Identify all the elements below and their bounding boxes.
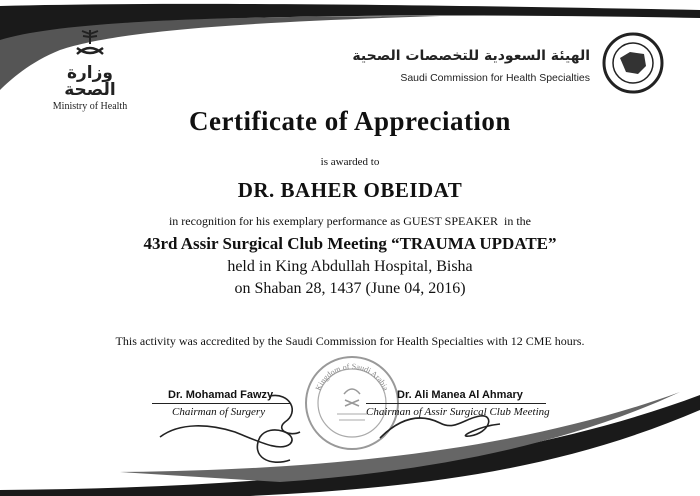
signature-right-scribble — [370, 398, 550, 458]
venue-text: held in King Abdullah Hospital, Bisha — [227, 258, 473, 275]
accreditation-before: This activity was accredited by the Saudi Commission for Health Specialties with — [115, 334, 511, 348]
awarded-to-text: is awarded to — [320, 156, 380, 168]
seal-text-path: Kingdom of Saudi Arabia — [313, 361, 391, 393]
date-text: on Shaban 28, 1437 (June 04, 2016) — [234, 280, 466, 297]
signatory-right-name: Dr. Ali Manea Al Ahmary — [397, 389, 523, 401]
ministry-arabic-name: وزارة الصحة — [64, 63, 116, 100]
certificate-title: Certificate of Appreciation — [189, 106, 511, 136]
signature-left-scribble — [140, 382, 320, 472]
cme-hours: 12 — [510, 334, 523, 348]
recognition-text — [0, 214, 700, 229]
recipient-name: DR. BAHER OBEIDAT — [237, 178, 463, 202]
recognition-text-before: in recognition for his exemplary performance as — [168, 214, 404, 228]
signatory-right-role: Chairman of Assir Surgical Club Meeting — [366, 406, 550, 418]
accreditation-after: CME hours. — [522, 334, 585, 348]
signatory-left-name: Dr. Mohamad Fawzy — [168, 389, 274, 401]
ministry-logo — [40, 28, 140, 112]
palm-swords-emblem-icon — [73, 28, 107, 58]
seal-emblem-icon — [344, 389, 360, 406]
commission-arabic-name: الهيئة السعودية للتخصصات الصحية — [352, 48, 590, 64]
accreditation-text — [0, 334, 700, 349]
ministry-english-name: Ministry of Health — [52, 101, 128, 112]
recognition-text-after: in the — [498, 214, 532, 228]
commission-emblem-icon — [602, 32, 664, 94]
recognition-role: GUEST SPEAKER — [403, 214, 499, 228]
signatory-left-role: Chairman of Surgery — [172, 406, 266, 418]
commission-english-name: Saudi Commission for Health Specialties — [400, 72, 590, 84]
event-name: 43rd Assir Surgical Club Meeting “TRAUMA UPDATE” — [143, 234, 557, 253]
